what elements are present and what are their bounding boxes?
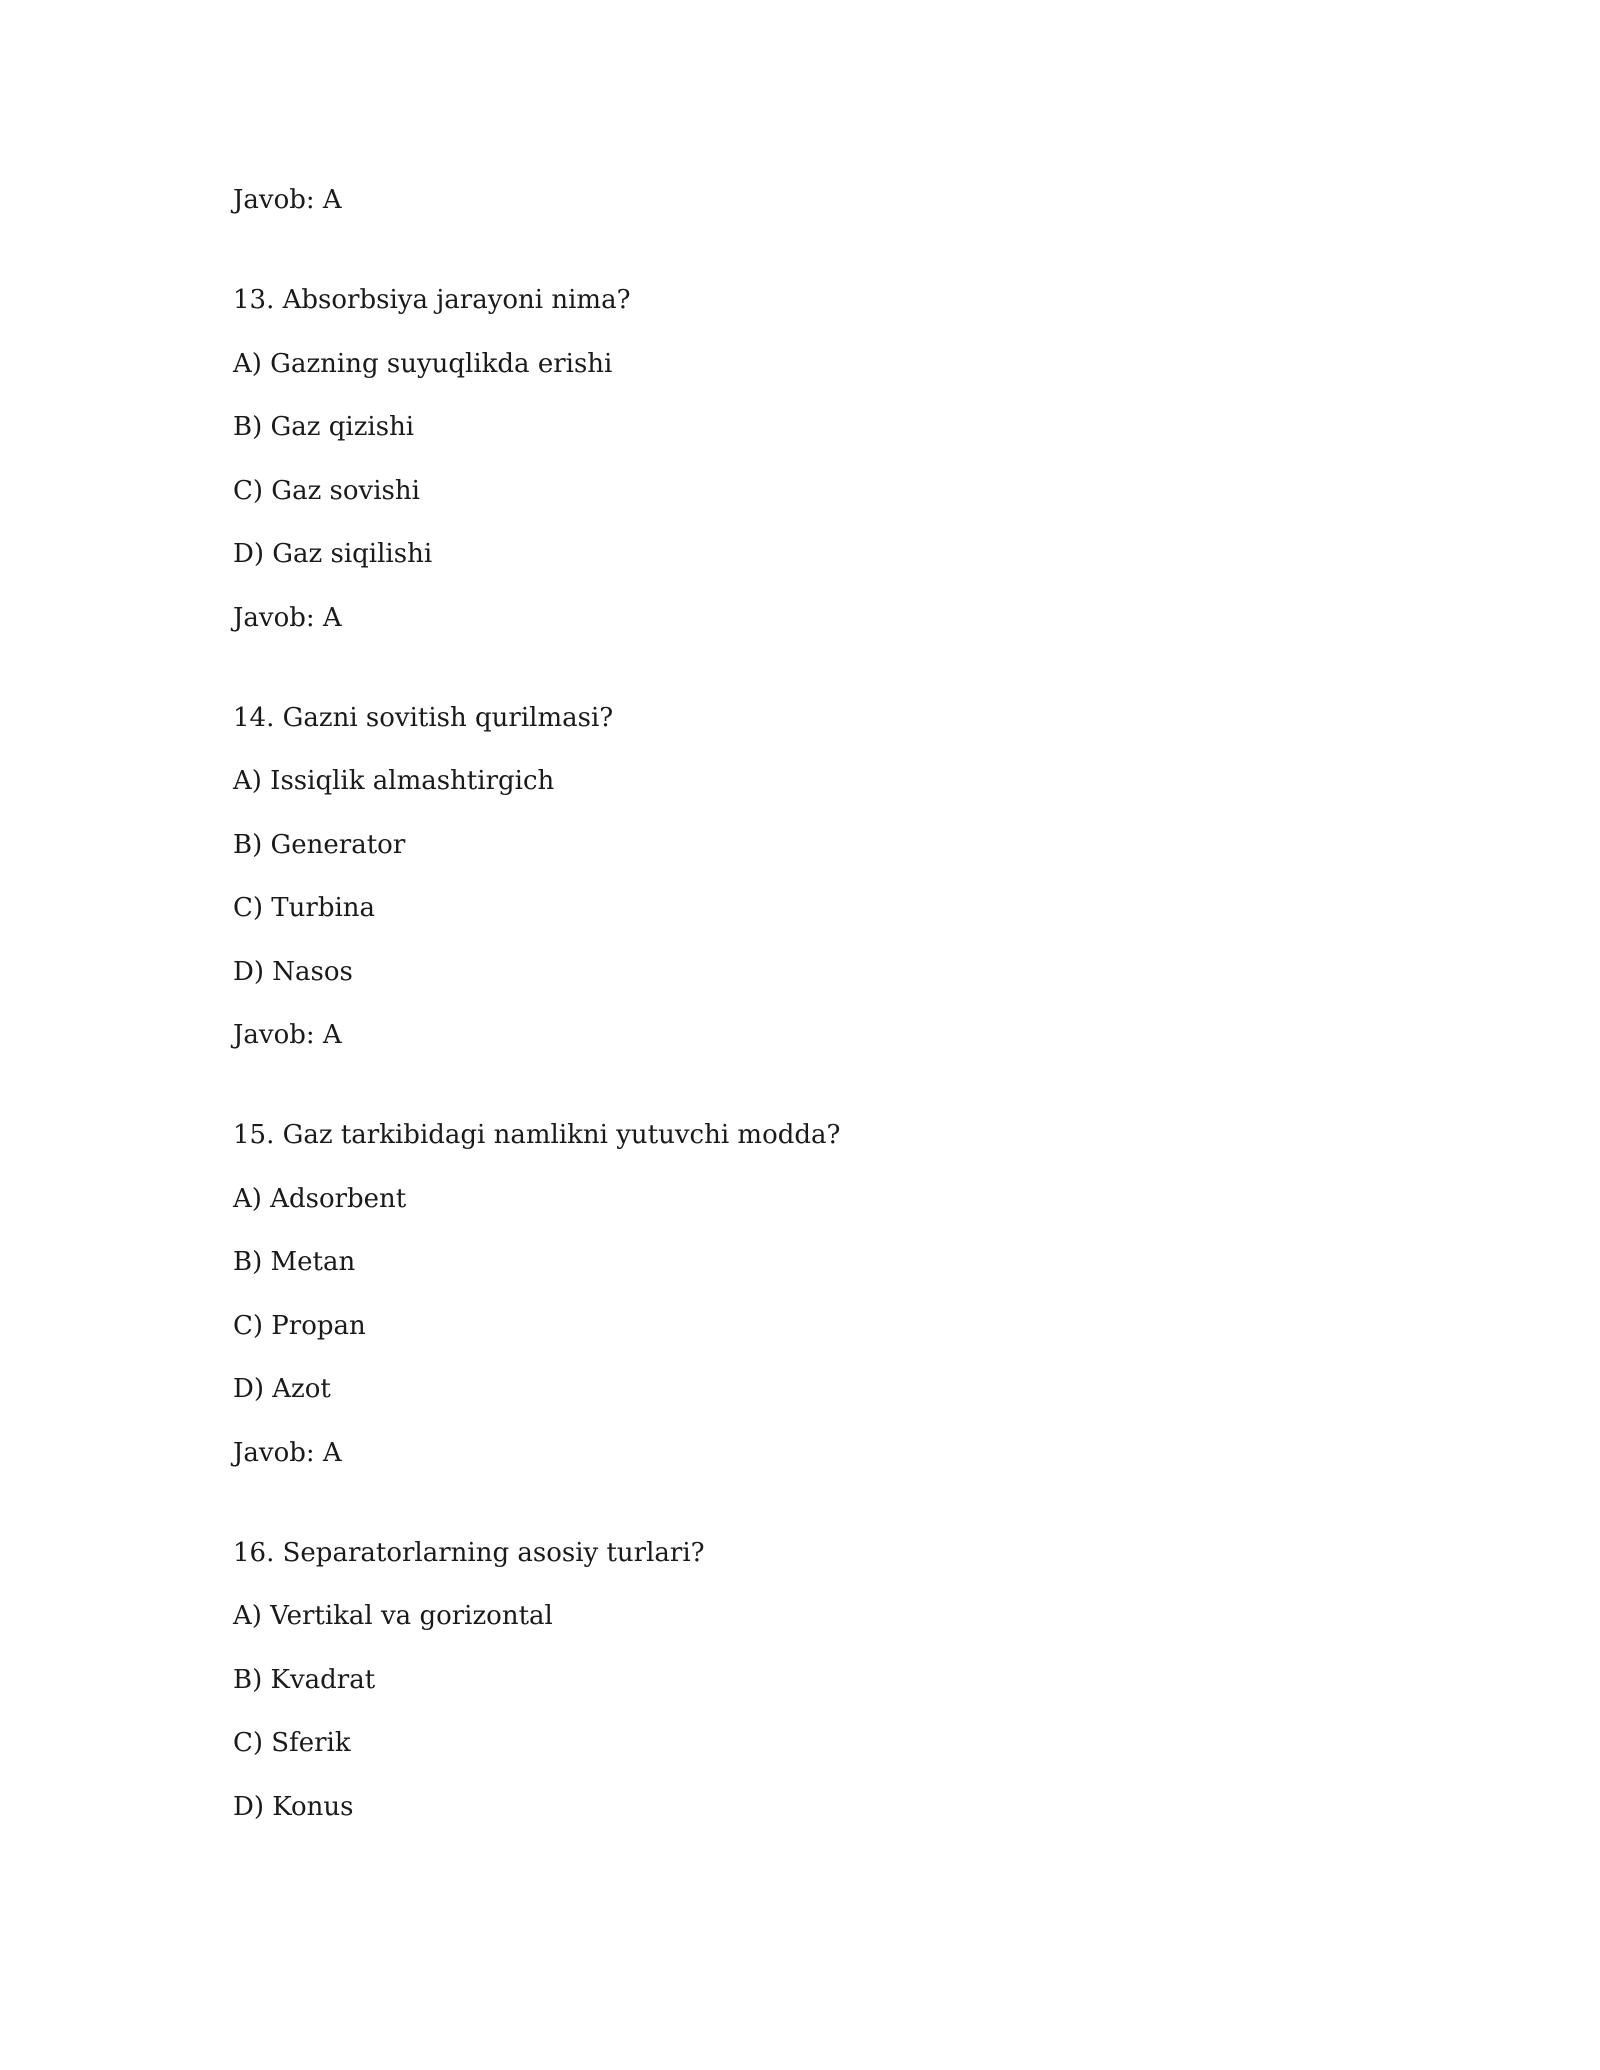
question-block-16 — [233, 1535, 1433, 1825]
answer-line: Javob: A — [233, 1437, 342, 1468]
quiz-content — [233, 182, 1433, 1825]
option-b: B) Kvadrat — [233, 1664, 376, 1695]
option-c: C) Propan — [233, 1310, 366, 1341]
option-a: A) Adsorbent — [233, 1183, 407, 1214]
option-a: A) Gazning suyuqlikda erishi — [233, 348, 613, 379]
option-b: B) Generator — [233, 829, 406, 860]
option-c: C) Sferik — [233, 1728, 351, 1758]
option-d: D) Konus — [233, 1791, 354, 1822]
option-d: D) Gaz siqilishi — [233, 539, 433, 569]
option-d: D) Nasos — [233, 956, 353, 987]
option-b: B) Gaz qizishi — [233, 412, 415, 442]
answer-line: Javob: A — [233, 602, 342, 633]
option-c: C) Gaz sovishi — [233, 475, 420, 506]
option-a: A) Vertikal va gorizontal — [233, 1601, 553, 1631]
question-text: 13. Absorbsiya jarayoni nima? — [233, 285, 631, 315]
option-d: D) Azot — [233, 1374, 331, 1404]
question-text: 16. Separatorlarning asosiy turlari? — [233, 1537, 705, 1568]
answer-line: Javob: A — [233, 1020, 342, 1050]
option-b: B) Metan — [233, 1247, 356, 1277]
question-text: 14. Gazni sovitish qurilmasi? — [233, 702, 614, 733]
answer-line: Javob: A — [233, 185, 342, 215]
question-block-14 — [233, 700, 1433, 1054]
question-text: 15. Gaz tarkibidagi namlikni yutuvchi modda? — [233, 1120, 841, 1150]
question-block-15 — [233, 1117, 1433, 1471]
option-a: A) Issiqlik almashtirgich — [233, 766, 555, 796]
option-c: C) Turbina — [233, 893, 376, 923]
question-block-13 — [233, 282, 1433, 636]
